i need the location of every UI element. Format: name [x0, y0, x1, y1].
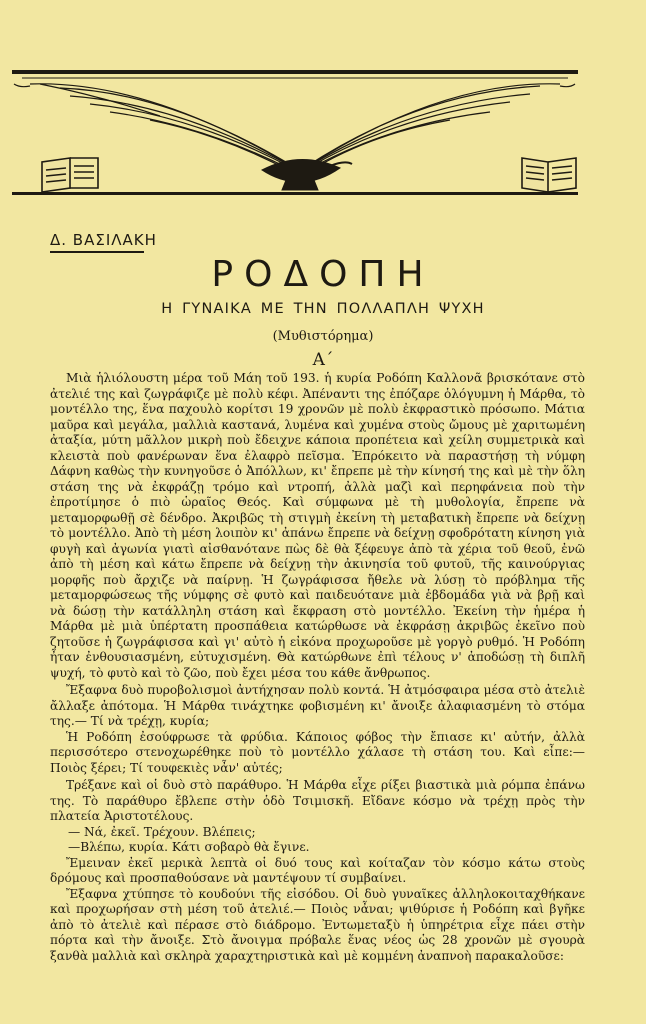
- paragraph: Ἔξαφνα χτύπησε τὸ κουδούνι τῆς εἰσόδου. Οἱ δυὸ γυναῖκες ἀλληλοκοιταχθήκανε καὶ προχωρήσαν στὴ μέση τοῦ ἀτελιέ.— Ποιὸς νἆναι; ψιθύρισε ἡ Ροδόπη καὶ βγῆκε ἀπὸ τὸ ἀτελιὲ καὶ πέρασε στὸ διάδρομο. Ἐντωμεταξὺ ἡ ὑπηρέτρια εἶχε πάει στὴν πόρτα καὶ τὴν ἄνοιξε. Στὸ ἄνοιγμα πρόβαλε ἕνας νέος ὡς 28 χρονῶν μὲ σγουρὰ ξανθὰ μαλλιὰ καὶ σκληρὰ χαραχτηριστικὰ καὶ μὲ κομμένη ἀναπνοὴ παρακαλοῦσε:: [50, 886, 585, 963]
- shelf-bottom: [12, 192, 578, 195]
- paragraph: Ἔξαφνα δυὸ πυροβολισμοὶ ἀντήχησαν πολὺ κοντά. Ἡ ἀτμόσφαιρα μέσα στὸ ἀτελιὲ ἄλλαξε ἀπότομα. Ἡ Μάρθα τινάχτηκε φοβισμένη κι' ἄνοιξε ἀλαφιασμένη τὸ στόμα της.— Τί νὰ τρέχῃ, κυρία;: [50, 683, 585, 728]
- shelf-top: [12, 70, 578, 74]
- dialogue-line: —Βλέπω, κυρία. Κάτι σοβαρὸ θὰ ἔγινε.: [68, 840, 310, 854]
- open-book-left: [42, 158, 98, 192]
- header-ornament: [0, 0, 646, 210]
- article-subtitle: Η ΓΥΝΑΙΚΑ ΜΕ ΤΗΝ ΠΟΛΛΑΠΛΗ ΨΥΧΗ: [161, 301, 485, 317]
- author-underline: [50, 251, 144, 253]
- article-body: [50, 371, 585, 964]
- paragraph: Τρέξανε καὶ οἱ δυὸ στὸ παράθυρο. Ἡ Μάρθα εἶχε ρίξει βιαστικὰ μιὰ ρόμπα ἐπάνω της. Τὸ παράθυρο ἔβλεπε στὴν ὁδὸ Τσιμισκῆ. Εἴδανε κόσμο νὰ τρέχῃ πρὸς τὴν πλατεία Ἀριστοτέλους.: [50, 778, 585, 823]
- chapter-number: Α΄: [312, 350, 334, 370]
- right-wing: [302, 84, 575, 172]
- dialogue-line: — Νά, ἐκεῖ. Τρέχουν. Βλέπεις;: [68, 824, 256, 839]
- paragraph: Μιὰ ἡλιόλουστη μέρα τοῦ Μάη τοῦ 193. ἡ κυρία Ροδόπη Καλλονᾶ βρισκότανε στὸ ἀτελιέ της καὶ ζωγράφιζε μὲ πολὺ κέφι. Ἀπέναντι της ἐπόζαρε ὁλόγυμνη ἡ Μάρθα, τὸ μοντέλλο της, ἕνα παχουλὸ κορίτσι 19 χρονῶν μὲ πολὺ ἐκφραστικὸ πρόσωπο. Μάτια μαῦρα καὶ μεγάλα, μαλλιὰ καστανά, λυμένα καὶ χυμένα στοὺς ὤμους μὲ χαριτωμένη ἀταξία, μύτη μᾶλλον μικρὴ ποὺ ἔδειχνε κάποια προπέτεια καὶ χείλη συμμετρικὰ καὶ κλειστὰ ποὺ φανέρωναν ἕνα ἐλαφρὸ πεῖσμα. Ἐπρόκειτο νὰ παραστήσῃ τὴ νύμφη Δάφνη καθὼς τὴν κυνηγοῦσε ὁ Ἀπόλλων, κι' ἔπρεπε μὲ τὴν κίνησή της καὶ μὲ τὴν ὅλη στάση της νὰ ἐκφράζῃ τρόμο καὶ ντροπή, ἀλλὰ μαζὶ καὶ περηφάνεια ποὺ τὴν ἐπροτίμησε ὁ πιὸ ὡραῖος Θεός. Καὶ σύμφωνα μὲ τὴ μυθολογία, ἔπρεπε νὰ μεταμορφωθῇ σὲ δένδρο. Ἀκριβῶς τὴ στιγμὴ ἐκείνη τὴ μεταβατικὴ ἔπρεπε νὰ δείχνῃ τὸ μοντέλλο. Ἀπὸ τὴ μέση λοιπὸν κι' ἀπάνω ἔπρεπε νὰ δείχνῃ σφοδρότατη κίνηση γιὰ φυγὴ καὶ ἀγωνία γιατὶ αἰσθανότανε πὼς δὲ θὰ ξέφευγε ἀπὸ τὰ χέρια τοῦ θεοῦ, ἐνῶ ἀπὸ τὴ μέση καὶ κάτω ἔπρεπε νὰ δείχνῃ τὴν ἀκινησία τοῦ φυτοῦ, τῆς καινούργιας μορφῆς ποὺ ἄρχιζε νὰ παίρνῃ. Ἡ ζωγράφισσα ἤθελε νὰ λύσῃ τὸ πρόβλημα τῆς μεταμορφώσεως τῆς νύμφης σὲ φυτὸ καὶ παιδευότανε μιὰ ἑβδομάδα γιὰ νὰ βρῇ καὶ νὰ δώσῃ τὴν κατάλληλη στάση καὶ ἔκφραση στὸ μοντέλλο. Ἐκείνη τὴν ἡμέρα ἡ Μάρθα μὲ μιὰ ὑπέρτατη προσπάθεια κατώρθωσε νὰ ἐκφράσῃ ἀκριβῶς ἐκεῖνο ποὺ ζητοῦσε ἡ ζωγράφισσα καὶ γι' αὐτὸ ἡ εἰκόνα προχωροῦσε μὲ γοργὸ ρυθμό. Ἡ Ροδόπη ἦταν ἐνθουσιασμένη, εὐτυχισμένη. Θὰ κατώρθωνε ἐπὶ τέλους ν' ἀποδώσῃ τὴ διπλῆ ψυχή, τὸ φυτὸ καὶ τὸ ζῶο, ποὺ ἔχει μέσα του κάθε ἄνθρωπος.: [50, 371, 585, 680]
- genre-label: (Μυθιστόρημα): [272, 329, 374, 344]
- open-book-right: [522, 158, 576, 192]
- paragraph: Ἔμειναν ἐκεῖ μερικὰ λεπτὰ οἱ δυό τους καὶ κοίταζαν τὸν κόσμο κάτω στοὺς δρόμους καὶ προσπαθούσανε νὰ μαντέψουν τί συμβαίνει.: [50, 855, 585, 885]
- article-title: ΡΟΔΟΠΗ: [211, 254, 435, 295]
- left-wing: [14, 84, 298, 172]
- paragraph: Ἡ Ροδόπη ἐσούφρωσε τὰ φρύδια. Κάποιος φόβος τὴν ἔπιασε κι' αὐτήν, ἀλλὰ περισσότερο στενοχωρέθηκε ποὺ τὸ μοντέλλο χάλασε τὴ στάση του. Καὶ εἶπε:— Ποιὸς ξέρει; Τί τουφεκιὲς νἆν' αὐτές;: [50, 729, 585, 775]
- oil-lamp: [262, 159, 352, 190]
- author-name: Δ. ΒΑΣΙΛΑΚΗ: [50, 231, 157, 249]
